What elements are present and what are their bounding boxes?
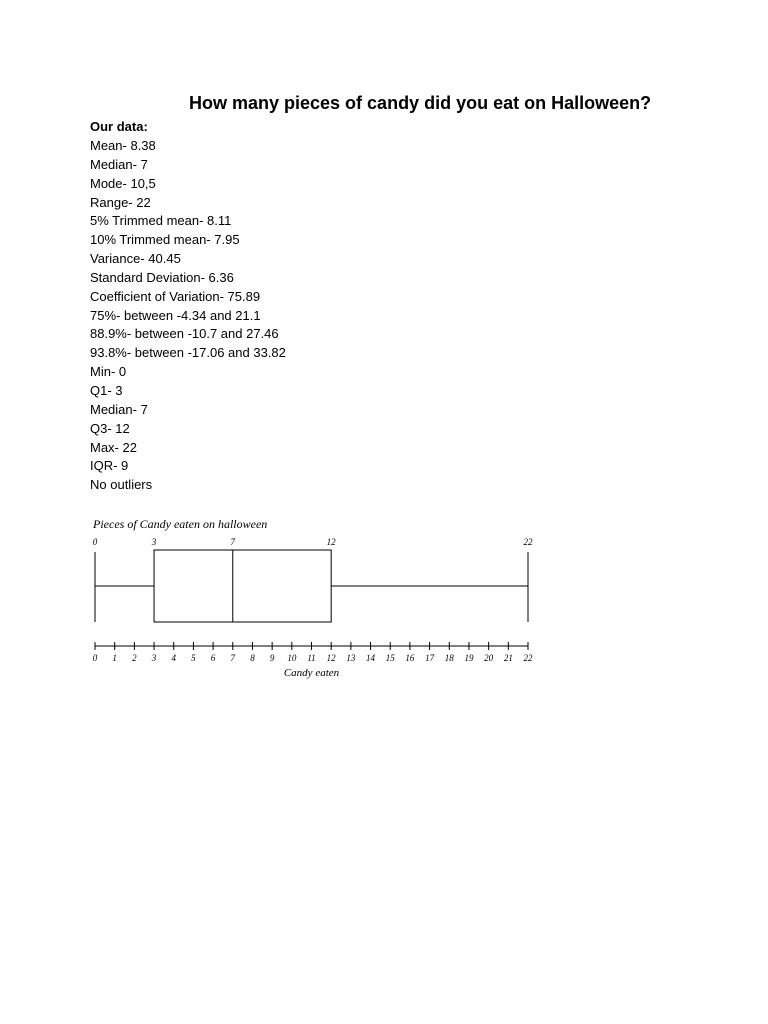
box-plot [86,512,542,684]
x-tick-label: 11 [307,653,316,663]
stat-item: 88.9%- between -10.7 and 27.46 [90,326,279,342]
x-tick-label: 14 [366,653,376,663]
x-tick-label: 18 [444,653,454,663]
x-tick-label: 3 [151,653,157,663]
x-tick-label: 7 [230,653,236,663]
stat-item: Variance- 40.45 [90,251,181,267]
stat-item: 93.8%- between -17.06 and 33.82 [90,345,286,361]
x-tick-label: 19 [464,653,474,663]
stat-item: Min- 0 [90,364,127,380]
x-tick-label: 15 [385,653,395,663]
x-tick-label: 12 [326,653,336,663]
x-tick-label: 17 [425,653,435,663]
summary-label: 0 [92,537,98,547]
summary-label: 7 [230,537,236,547]
x-tick-label: 9 [269,653,275,663]
data-heading: Our data: [90,119,148,134]
stats-list [90,137,286,495]
stat-item: Median- 7 [90,156,148,172]
x-tick-label: 1 [112,653,117,663]
x-tick-label: 13 [346,653,356,663]
stat-item: 10% Trimmed mean- 7.95 [90,232,240,248]
stat-item: Max- 22 [90,439,137,455]
summary-label: 12 [326,537,336,547]
x-tick-label: 10 [287,653,297,663]
summary-label: 3 [151,537,157,547]
x-tick-label: 20 [484,653,494,663]
stat-item: Mean- 8.38 [90,138,156,153]
iqr-box [154,550,331,622]
x-tick-label: 6 [210,653,216,663]
x-tick-label: 22 [523,653,533,663]
summary-label: 22 [523,537,533,547]
x-tick-label: 21 [503,653,513,663]
x-tick-label: 4 [171,653,176,663]
x-tick-label: 2 [132,653,137,663]
stat-item: Q3- 12 [90,420,130,436]
x-axis-label: Candy eaten [283,667,340,679]
stat-item: IQR- 9 [90,458,129,474]
stat-item: 5% Trimmed mean- 8.11 [90,213,232,229]
stat-item: Mode- 10,5 [90,175,156,191]
x-tick-label: 0 [92,653,98,663]
x-tick-label: 8 [250,653,255,663]
chart-title: Pieces of Candy eaten on halloween [93,517,268,531]
page-title: How many pieces of candy did you eat on Halloween? [189,93,652,113]
stat-item: Median- 7 [90,401,148,417]
stat-item: 75%- between -4.34 and 21.1 [90,307,261,323]
stat-item: No outliers [90,477,153,493]
stat-item: Coefficient of Variation- 75.89 [90,288,261,304]
stat-item: Standard Deviation- 6.36 [90,269,234,285]
stat-item: Q1- 3 [90,382,123,398]
x-tick-label: 16 [405,653,415,663]
stat-item: Range- 22 [90,194,151,210]
x-tick-label: 5 [191,653,196,663]
